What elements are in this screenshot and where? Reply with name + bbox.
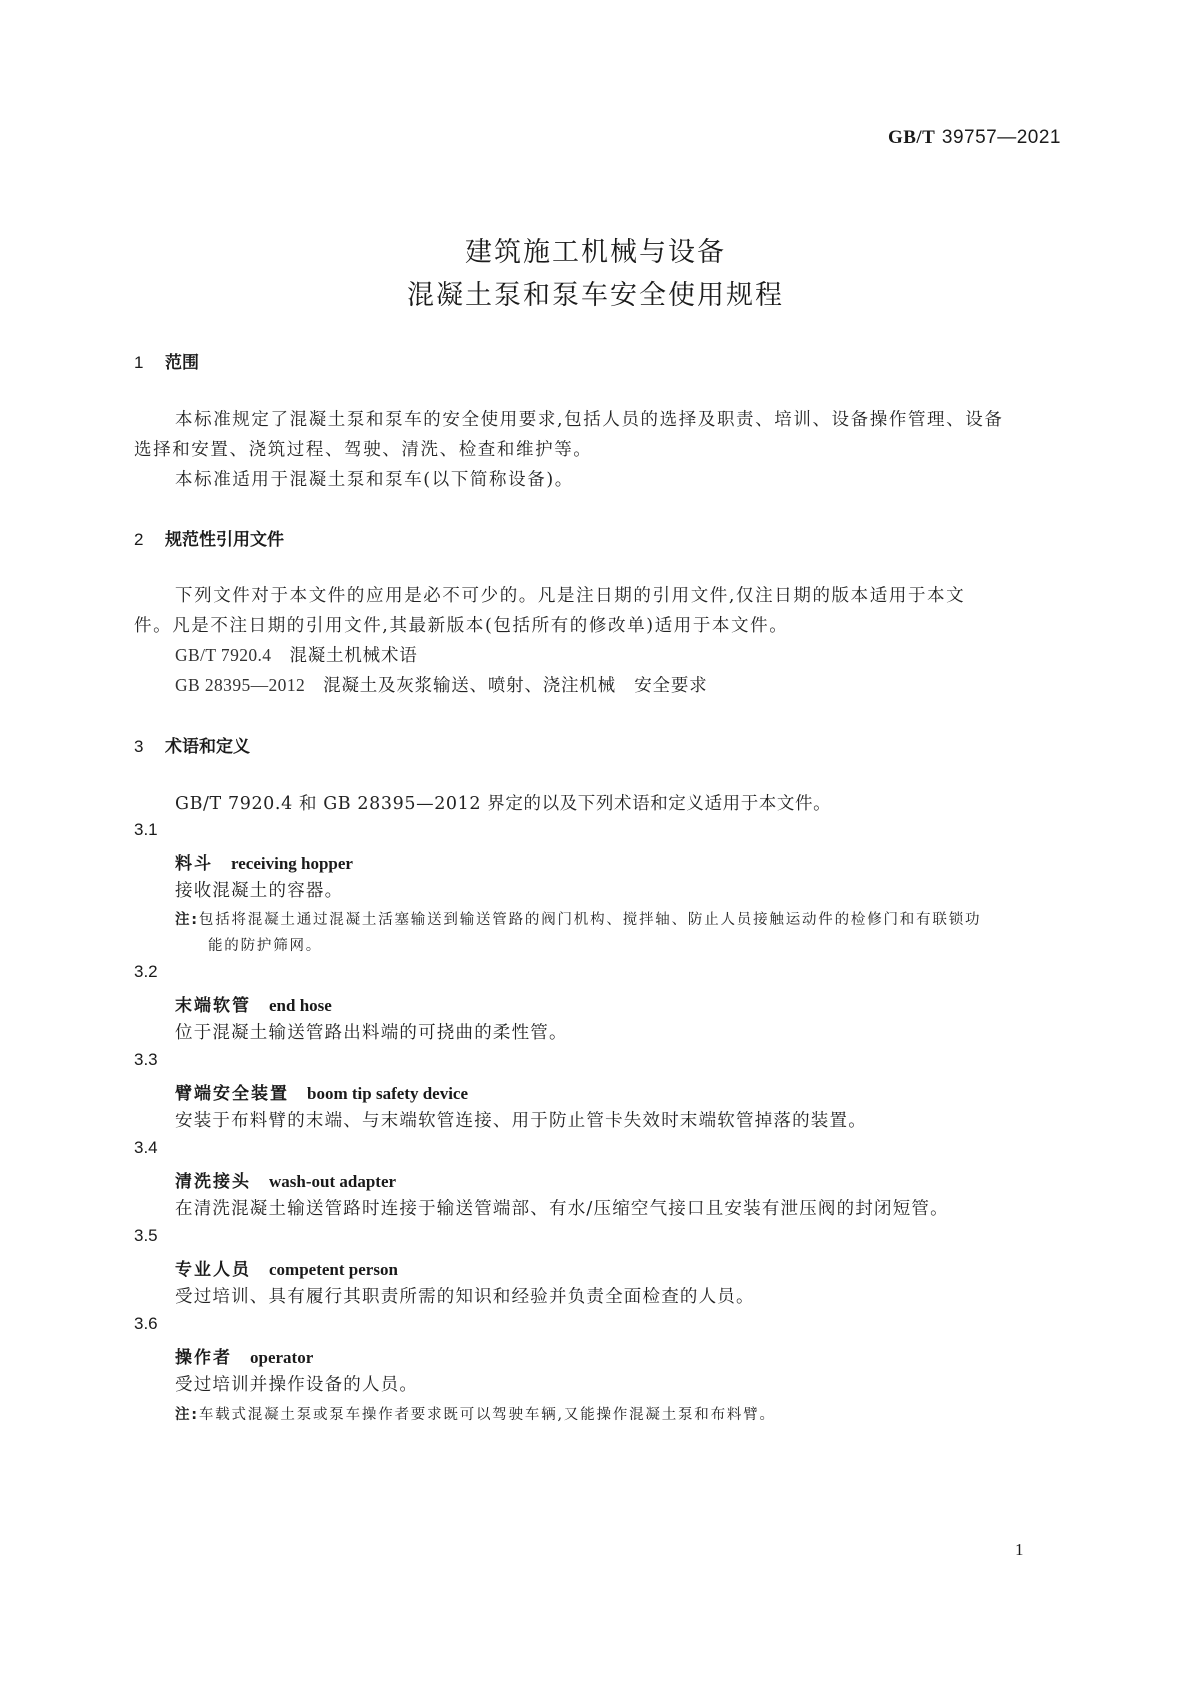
term-number: 3.2 [134, 962, 158, 981]
term-definition: 受过培训并操作设备的人员。 [175, 1375, 419, 1395]
term-definition: 受过培训、具有履行其职责所需的知识和经验并负责全面检查的人员。 [175, 1287, 755, 1307]
reference-item [175, 672, 707, 697]
term-name [175, 849, 353, 874]
paragraph: 本标准规定了混凝土泵和泵车的安全使用要求,包括人员的选择及职责、培训、设备操作管理、设备 [175, 410, 1004, 430]
term-definition: 接收混凝土的容器。 [175, 881, 344, 901]
note [175, 908, 981, 929]
document-title-line2: 混凝土泵和泵车安全使用规程 [407, 280, 784, 311]
term-name-en: boom tip safety device [307, 1084, 469, 1103]
note-text: 包括将混凝土通过混凝土活塞输送到输送管路的阀门机构、搅拌轴、防止人员接触运动件的检修门和有联锁功 [198, 912, 982, 928]
term-number: 3.3 [134, 1050, 158, 1069]
term-name-en: end hose [269, 996, 332, 1015]
term-name [175, 1167, 396, 1192]
term-name-zh: 料斗 [175, 854, 213, 874]
section-number: 3 [134, 737, 144, 756]
term-name-en: receiving hopper [231, 854, 353, 873]
reference-code: GB/T 7920.4 [175, 645, 272, 665]
section-number: 1 [134, 353, 144, 372]
paragraph: 件。凡是不注日期的引用文件,其最新版本(包括所有的修改单)适用于本文件。 [134, 616, 789, 636]
note-text: 车载式混凝土泵或泵车操作者要求既可以驾驶车辆,又能操作混凝土泵和布料臂。 [198, 1407, 776, 1423]
paragraph: 本标准适用于混凝土泵和泵车(以下简称设备)。 [175, 470, 574, 490]
term-number: 3.4 [134, 1138, 158, 1157]
term-name-zh: 清洗接头 [175, 1172, 251, 1192]
term-name-en: competent person [269, 1260, 398, 1279]
term-definition: 位于混凝土输送管路出料端的可挠曲的柔性管。 [175, 1023, 568, 1043]
paragraph-terms-intro: GB/T 7920.4 和 GB 28395—2012 界定的以及下列术语和定义适用于本文件。 [175, 794, 832, 814]
note [175, 1403, 776, 1424]
term-name-zh: 臂端安全装置 [175, 1084, 289, 1104]
document-title-line1: 建筑施工机械与设备 [465, 237, 726, 268]
term-name-zh: 专业人员 [175, 1260, 251, 1280]
section-title: 范围 [165, 353, 199, 373]
reference-title: 混凝土机械术语 [289, 646, 418, 666]
standard-prefix: GB/T [887, 127, 936, 148]
section-title: 术语和定义 [165, 737, 250, 757]
term-name [175, 1255, 398, 1280]
section-heading-scope [134, 348, 199, 373]
term-number: 3.1 [134, 820, 158, 839]
reference-title: 混凝土及灰浆输送、喷射、浇注机械 安全要求 [323, 676, 708, 696]
paragraph: 下列文件对于本文件的应用是必不可少的。凡是注日期的引用文件,仅注日期的版本适用于本文 [175, 586, 966, 606]
term-number: 3.6 [134, 1314, 158, 1333]
standard-code [888, 126, 1061, 149]
reference-item [175, 642, 418, 667]
section-heading-terms-and-definitions [134, 732, 250, 757]
note-label: 注: [175, 1407, 199, 1423]
section-heading-normative-references [134, 525, 284, 550]
term-name-en: wash-out adapter [269, 1172, 397, 1191]
term-definition: 在清洗混凝土输送管路时连接于输送管端部、有水/压缩空气接口且安装有泄压阀的封闭短管。 [175, 1199, 949, 1219]
note-label: 注: [175, 912, 199, 928]
term-name [175, 991, 332, 1016]
section-title: 规范性引用文件 [165, 530, 284, 550]
term-name-zh: 操作者 [175, 1348, 232, 1368]
standard-number: 39757—2021 [941, 127, 1061, 148]
note-continuation: 能的防护筛网。 [208, 938, 323, 954]
term-name-en: operator [250, 1348, 314, 1367]
term-name [175, 1079, 468, 1104]
term-definition: 安装于布料臂的末端、与末端软管连接、用于防止管卡失效时末端软管掉落的装置。 [175, 1111, 867, 1131]
term-name-zh: 末端软管 [175, 996, 251, 1016]
section-number: 2 [134, 530, 144, 549]
term-number: 3.5 [134, 1226, 158, 1245]
paragraph: 选择和安置、浇筑过程、驾驶、清洗、检查和维护等。 [134, 440, 593, 460]
page-number: 1 [1015, 1540, 1024, 1559]
term-name [175, 1343, 313, 1368]
reference-code: GB 28395—2012 [175, 675, 306, 695]
